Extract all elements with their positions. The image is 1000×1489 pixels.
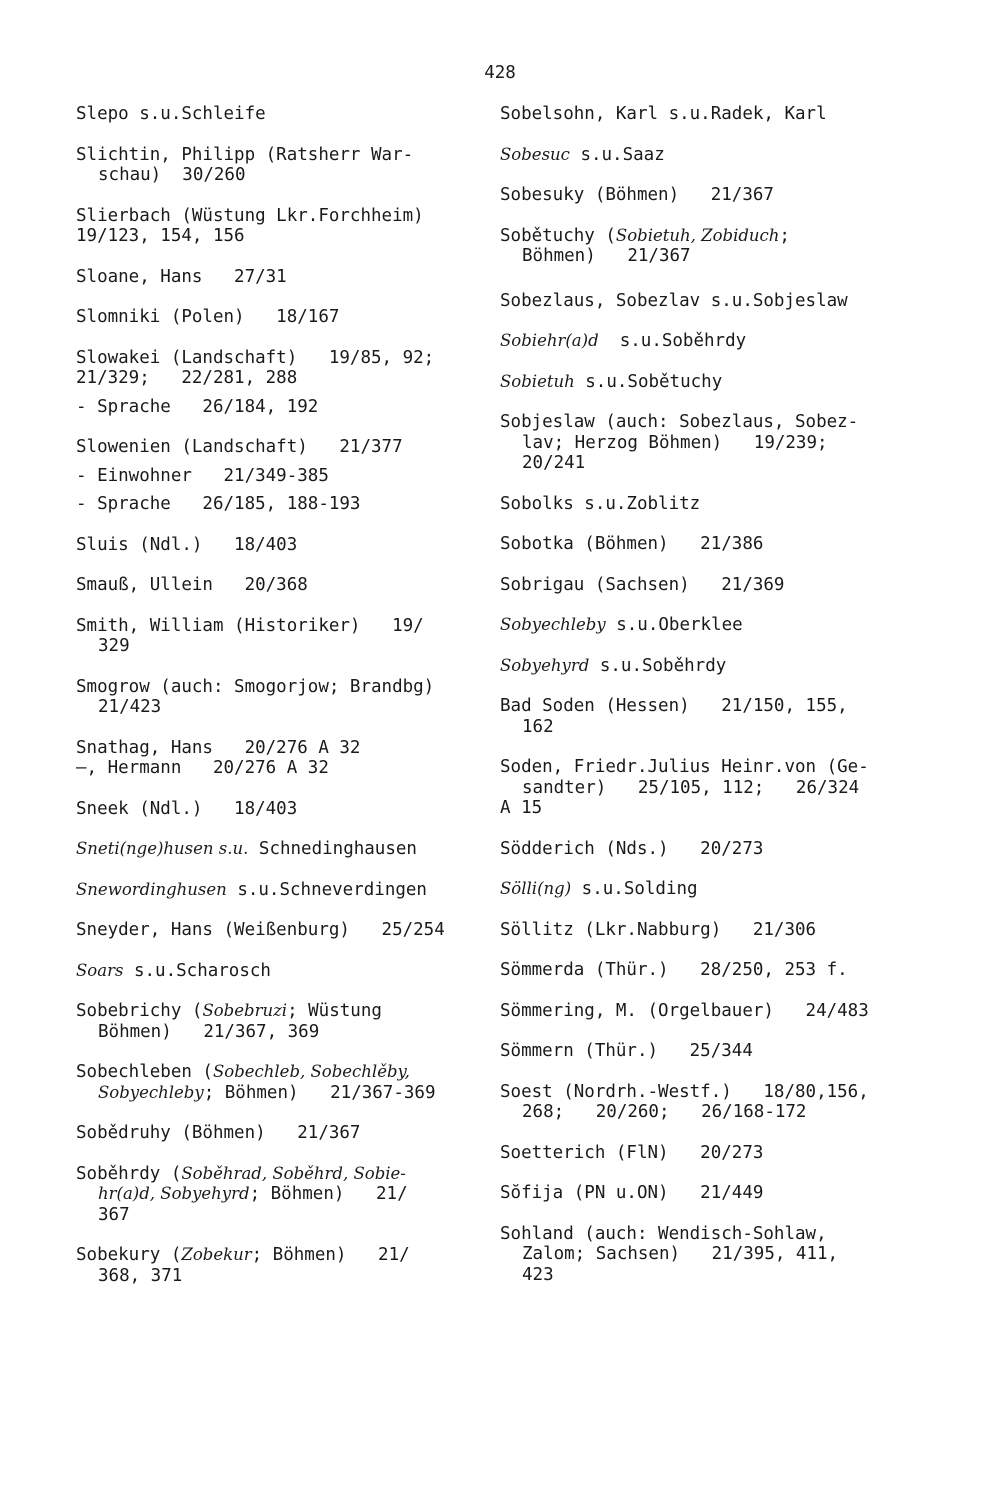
index-entry-line: Sobesuky (Böhmen) 21/367 [500, 185, 774, 205]
index-entry [76, 738, 476, 779]
index-entry-line: 368, 371 [98, 1265, 183, 1286]
index-entry [76, 267, 476, 288]
index-entry-line: Sobědruhy (Böhmen) 21/367 [76, 1123, 361, 1143]
entry-text: ; [779, 225, 790, 246]
index-entry [500, 412, 900, 474]
entry-text: s.u.Sobětuchy [574, 371, 723, 392]
index-entry [76, 920, 476, 941]
index-entry [500, 656, 900, 677]
entry-text: ; Wüstung [287, 1001, 382, 1021]
italic-term: Sobiehr(a)d [500, 331, 599, 350]
index-entry-line: - Sprache 26/185, 188-193 [76, 494, 361, 514]
index-entry-line: Böhmen) 21/367 [522, 246, 691, 266]
index-entry [500, 696, 900, 737]
index-entry-line [76, 1164, 476, 1185]
index-entry [76, 616, 476, 657]
index-entry-line: Sobrigau (Sachsen) 21/369 [500, 574, 785, 595]
index-entry [500, 494, 900, 515]
index-entry [76, 677, 476, 718]
index-entry-line: Sohland (auch: Wendisch-Sohlaw, [500, 1223, 827, 1244]
entry-text: s.u.Scharosch [123, 960, 271, 981]
index-entry-line [500, 331, 900, 352]
entry-text: Schnedinghausen [248, 839, 417, 859]
index-entry-line: 21/423 [98, 697, 162, 717]
index-entry-line: 423 [522, 1264, 554, 1285]
index-entry [500, 104, 900, 125]
index-entry-line: Bad Soden (Hessen) 21/150, 155, [500, 696, 848, 716]
index-entry-line: Smith, William (Historiker) 19/ [76, 615, 424, 636]
index-entry [76, 535, 476, 556]
index-entry-line: lav; Herzog Böhmen) 19/239; [522, 432, 828, 453]
index-entry [76, 145, 476, 186]
italic-term: Snewordinghusen [76, 879, 227, 899]
index-entry-line [76, 961, 476, 982]
italic-term: Soars [76, 960, 124, 980]
index-entry-line [76, 1062, 476, 1083]
index-entry [500, 185, 900, 206]
index-entry [500, 615, 900, 636]
index-entry-line [500, 879, 900, 900]
index-entry-line: - Sprache 26/184, 192 [76, 396, 319, 417]
entry-text: s.u.Saaz [569, 144, 665, 165]
index-entry-line: 162 [522, 716, 554, 737]
index-entry [500, 1183, 900, 1204]
entry-text: Soběhrdy ( [76, 1163, 182, 1184]
index-entry-line [500, 615, 900, 636]
index-entry-line: Sneek (Ndl.) 18/403 [76, 798, 298, 819]
index-entry-line [500, 145, 900, 166]
index-entry-line: Slierbach (Wüstung Lkr.Forchheim) [76, 205, 424, 226]
index-entry [500, 839, 900, 860]
index-column-right [500, 104, 900, 1305]
index-entry-line: Smogrow (auch: Smogorjow; Brandbg) [76, 676, 435, 697]
index-entry-line: Sömmerda (Thür.) 28/250, 253 f. [500, 960, 848, 980]
index-entry-line [500, 226, 900, 247]
index-entry [500, 920, 900, 941]
index-entry [500, 534, 900, 555]
index-entry [500, 960, 900, 981]
index-entry [76, 1164, 476, 1226]
entry-text: ; Böhmen) 21/ [251, 1245, 410, 1265]
index-entry [76, 880, 476, 901]
index-entry-line: Söllitz (Lkr.Nabburg) 21/306 [500, 919, 817, 940]
index-entry-line: 268; 20/260; 26/168-172 [522, 1102, 807, 1122]
index-entry-line: Slowakei (Landschaft) 19/85, 92; [76, 347, 435, 368]
index-entry [500, 372, 900, 393]
index-entry-line: 19/123, 154, 156 [76, 226, 245, 246]
index-entry-line: Sobezlaus, Sobezlav s.u.Sobjeslaw [500, 290, 848, 311]
index-entry-line: A 15 [500, 798, 543, 818]
index-entry [76, 494, 476, 515]
index-entry-line: Sobotka (Böhmen) 21/386 [500, 534, 764, 554]
index-entry [76, 437, 476, 458]
italic-term: Sobechleb, Sobechlěby, [212, 1062, 410, 1081]
index-entry-line [500, 372, 900, 393]
italic-term: Sobietuh [500, 371, 575, 391]
italic-term: Sölli(ng) [500, 879, 572, 898]
index-entry-line: - Einwohner 21/349-385 [76, 465, 329, 486]
index-entry-line [76, 1083, 476, 1104]
index-entry-line: Soetterich (FlN) 20/273 [500, 1142, 764, 1163]
index-entry-line: Slowenien (Landschaft) 21/377 [76, 437, 403, 457]
index-entry [76, 104, 476, 125]
index-entry [76, 1123, 476, 1144]
italic-term: Sobebruzi [202, 1001, 288, 1020]
italic-term: Sneti(nge)husen s.u. [76, 839, 249, 858]
index-entry-line: Soden, Friedr.Julius Heinr.von (Ge- [500, 757, 869, 777]
index-entry [500, 226, 900, 267]
index-entry [76, 1001, 476, 1042]
index-entry [76, 307, 476, 328]
index-entry [500, 1001, 900, 1022]
entry-text: ; Böhmen) 21/ [249, 1184, 408, 1204]
index-entry-line: Sobelsohn, Karl s.u.Radek, Karl [500, 104, 827, 124]
italic-term: Sobyechleby [98, 1082, 204, 1102]
index-entry-line: sandter) 25/105, 112; 26/324 [522, 777, 860, 798]
index-entry-line: Slepo s.u.Schleife [76, 104, 266, 124]
index-entry-line [76, 1245, 476, 1266]
index-entry [500, 879, 900, 900]
entry-text: Sobekury ( [76, 1245, 182, 1265]
index-entry-line: Snathag, Hans 20/276 A 32 [76, 737, 361, 758]
index-entry-line: Smauß, Ullein 20/368 [76, 575, 308, 595]
index-entry-line: Sömmering, M. (Orgelbauer) 24/483 [500, 1000, 869, 1021]
index-entry [500, 331, 900, 352]
index-entry [76, 1062, 476, 1103]
entry-text: s.u.Soběhrdy [589, 655, 727, 676]
index-entry-line: Zalom; Sachsen) 21/395, 411, [522, 1244, 839, 1264]
index-entry-line: schau) 30/260 [98, 165, 246, 185]
index-entry [76, 206, 476, 247]
entry-text: Sobechleben ( [76, 1062, 213, 1082]
page-number: 428 [484, 63, 516, 83]
index-entry-line: 20/241 [522, 453, 586, 473]
index-entry-line [500, 656, 900, 677]
index-entry [500, 145, 900, 166]
index-entry [76, 799, 476, 820]
index-entry [500, 757, 900, 819]
index-entry-line: Sobolks s.u.Zoblitz [500, 493, 701, 514]
entry-text: Sobebrichy ( [76, 1001, 203, 1021]
index-entry [76, 961, 476, 982]
index-entry-line: 329 [98, 636, 130, 656]
index-entry-line: Sŏfija (PN u.ON) 21/449 [500, 1183, 764, 1203]
italic-term: Sobesuc [500, 144, 570, 164]
italic-term: Zobekur [181, 1245, 252, 1264]
italic-term: Sobyehyrd [500, 655, 590, 675]
index-entry [76, 839, 476, 860]
index-entry-line: 367 [98, 1204, 130, 1225]
italic-term: Sobyechleby [500, 615, 606, 634]
index-entry [76, 397, 476, 418]
index-entry-line: Slichtin, Philipp (Ratsherr War- [76, 144, 414, 165]
index-entry-line: Slomniki (Polen) 18/167 [76, 307, 340, 327]
entry-text: s.u.Schneverdingen [226, 879, 427, 900]
italic-term: Sobietuh, Zobiduch [615, 225, 780, 245]
entry-text: s.u.Solding [571, 879, 698, 899]
index-entry-line: Sloane, Hans 27/31 [76, 266, 287, 287]
index-entry-line: Sneyder, Hans (Weißenburg) 25/254 [76, 920, 445, 940]
entry-text: s.u.Oberklee [605, 615, 743, 635]
index-entry-line: Sobjeslaw (auch: Sobezlaus, Sobez- [500, 412, 859, 432]
index-entry [76, 1245, 476, 1286]
index-entry-line: Södderich (Nds.) 20/273 [500, 838, 764, 859]
index-entry-line [76, 880, 476, 901]
index-entry [500, 575, 900, 596]
index-entry [500, 1143, 900, 1164]
index-entry [500, 291, 900, 312]
index-entry-line: Soest (Nordrh.-Westf.) 18/80,156, [500, 1081, 869, 1102]
index-entry-line: Böhmen) 21/367, 369 [98, 1021, 320, 1042]
index-entry [76, 348, 476, 389]
index-entry-line [76, 1184, 476, 1205]
index-entry-line: —, Hermann 20/276 A 32 [76, 758, 329, 778]
index-entry-line [76, 1001, 476, 1022]
index-entry-line: Sömmern (Thür.) 25/344 [500, 1041, 753, 1061]
entry-text: s.u.Soběhrdy [598, 331, 747, 351]
italic-term: hr(a)d, Sobyehyrd [98, 1184, 250, 1203]
index-entry-line: Sluis (Ndl.) 18/403 [76, 534, 298, 555]
index-entry [76, 466, 476, 487]
entry-text: ; Böhmen) 21/367-369 [203, 1082, 436, 1103]
entry-text: Sobětuchy ( [500, 225, 616, 246]
italic-term: Soběhrad, Soběhrd, Sobie- [181, 1163, 406, 1183]
index-entry [76, 575, 476, 596]
index-entry [500, 1082, 900, 1123]
index-entry-line: 21/329; 22/281, 288 [76, 368, 298, 388]
index-column-left [76, 104, 476, 1306]
index-entry [500, 1224, 900, 1286]
index-entry-line [76, 839, 476, 860]
index-entry [500, 1041, 900, 1062]
